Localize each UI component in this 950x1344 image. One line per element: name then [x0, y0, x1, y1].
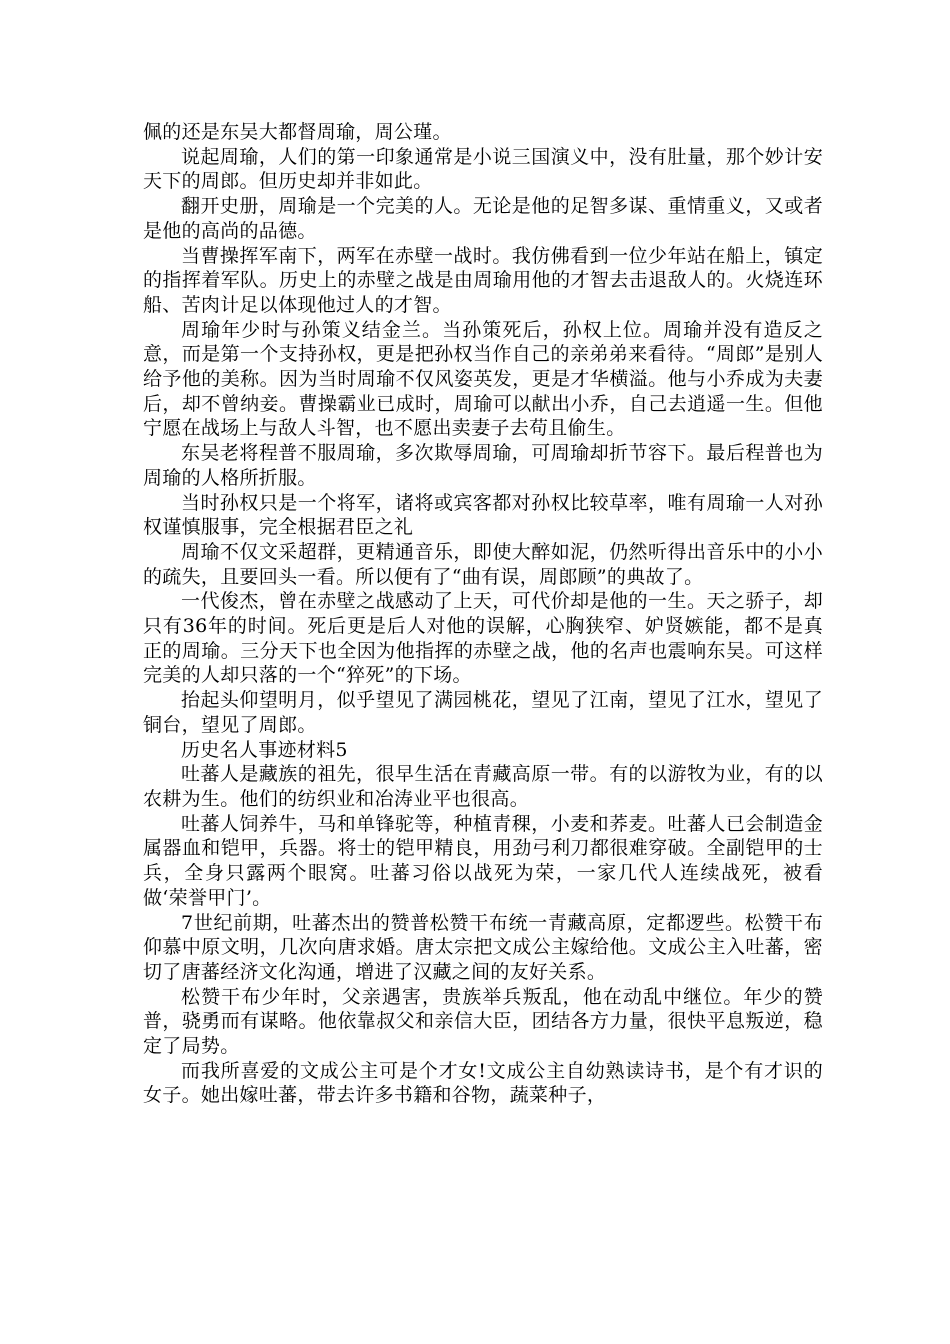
document-page	[143, 120, 823, 1108]
paragraph: 一代俊杰，曾在赤壁之战感动了上天，可代价却是他的一生。天之骄子，却只有36年的时间。死后更是后人对他的误解，心胸狭窄、妒贤嫉能，都不是真正的周瑜。三分天下也全因为他指挥的赤壁之战，他的名声也震响东吴。可这样完美的人却只落的一个“猝死”的下场。	[143, 590, 823, 687]
paragraph: 周瑜不仅文采超群，更精通音乐，即使大醉如泥，仍然听得出音乐中的小小的疏失，且要回头一看。所以便有了“曲有误，周郎顾”的典故了。	[143, 540, 823, 588]
paragraph: 抬起头仰望明月，似乎望见了满园桃花，望见了江南，望见了江水，望见了铜台，望见了周郎。	[143, 689, 823, 736]
paragraph: 吐蕃人饲养牛，马和单锋驼等，种植青稞，小麦和荞麦。吐蕃人已会制造金属器血和铠甲，兵器。将士的铠甲精良，用劲弓利刀都很难穿破。全副铠甲的士兵，全身只露两个眼窝。吐蕃习俗以战死为荣，一家几代人连续战死，被看做‘荣誉甲门’。	[143, 812, 823, 909]
paragraph: 周瑜年少时与孙策义结金兰。当孙策死后，孙权上位。周瑜并没有造反之意，而是第一个支持孙权，更是把孙权当作自己的亲弟弟来看待。“周郎”是别人给予他的美称。因为当时周瑜不仅风姿英发，更是才华横溢。他与小乔成为夫妻后，却不曾纳妾。曹操霸业已成时，周瑜可以献出小乔，自己去逍遥一生。但他宁愿在战场上与敌人斗智，也不愿出卖妻子去苟且偷生。	[143, 318, 823, 440]
paragraph: 佩的还是东吴大都督周瑜，周公瑾。	[143, 121, 452, 143]
paragraph: 吐蕃人是藏族的祖先，很早生活在青藏高原一带。有的以游牧为业，有的以农耕为生。他们的纺织业和冶涛业平也很高。	[143, 763, 823, 810]
paragraph: 当时孙权只是一个将军，诸将或宾客都对孙权比较草率，唯有周瑜一人对孙权谨慎服事，完全根据君臣之礼	[143, 491, 823, 539]
paragraph: 松赞干布少年时，父亲遇害，贵族举兵叛乱，他在动乱中继位。年少的赞普，骁勇而有谋略。他依靠叔父和亲信大臣，团结各方力量，很快平息叛逆，稳定了局势。	[143, 985, 823, 1058]
paragraph: 东吴老将程普不服周瑜，多次欺辱周瑜，可周瑜却折节容下。最后程普也为周瑜的人格所折服。	[143, 442, 823, 489]
paragraph: 7世纪前期，吐蕃杰出的赞普松赞干布统一青藏高原，定都逻些。松赞干布仰慕中原文明，几次向唐求婚。唐太宗把文成公主嫁给他。文成公主入吐蕃，密切了唐蕃经济文化沟通，增进了汉藏之间的友好关系。	[143, 911, 823, 983]
paragraph: 而我所喜爱的文成公主可是个才女!文成公主自幼熟读诗书，是个有才识的女子。她出嫁吐蕃，带去许多书籍和谷物，蔬菜种子，	[143, 1059, 823, 1107]
paragraph: 说起周瑜，人们的第一印象通常是小说三国演义中，没有肚量，那个妙计安天下的周郎。但历史却并非如此。	[143, 145, 823, 193]
paragraph: 当曹操挥军南下，两军在赤壁一战时。我仿佛看到一位少年站在船上，镇定的指挥着军队。历史上的赤壁之战是由周瑜用他的才智去击退敌人的。火烧连环船、苦肉计足以体现他过人的才智。	[143, 244, 823, 316]
section-heading: 历史名人事迹材料5	[181, 738, 348, 761]
paragraph: 翻开史册，周瑜是一个完美的人。无论是他的足智多谋、重情重义，又或者是他的高尚的品德。	[143, 195, 823, 242]
